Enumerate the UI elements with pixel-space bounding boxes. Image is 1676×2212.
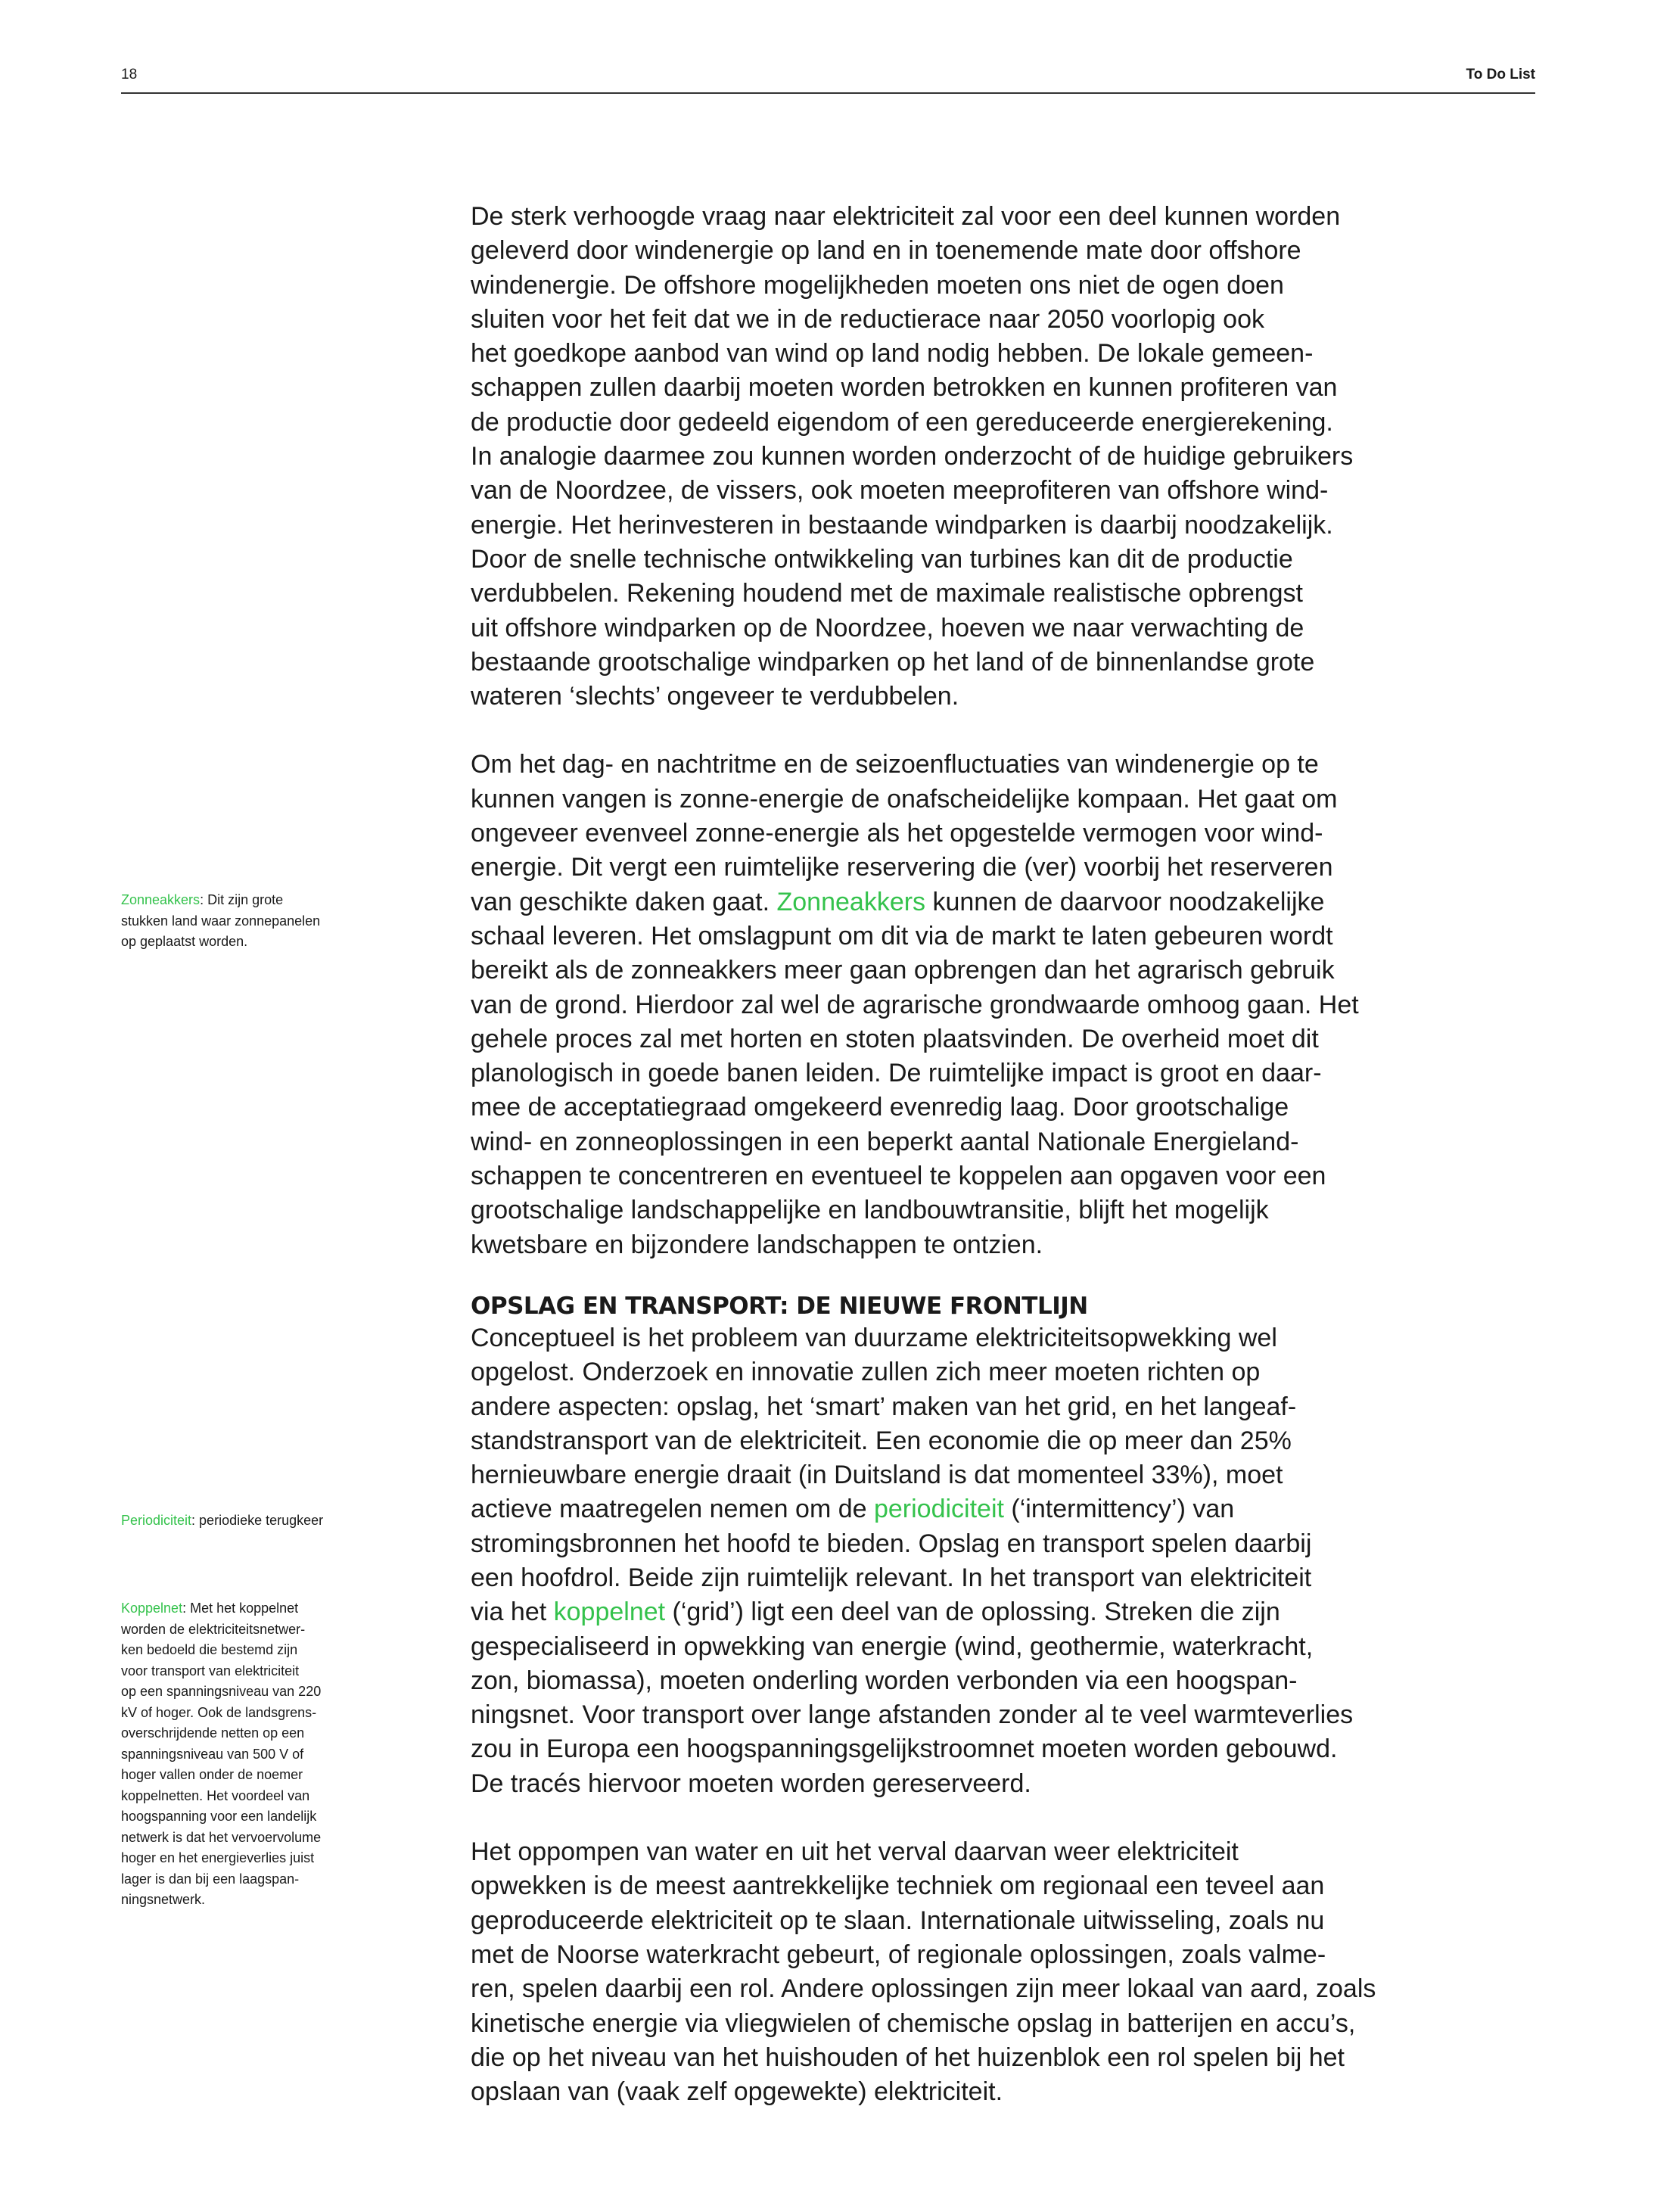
sidebar-note-koppelnet [121,1598,363,1911]
sidebar-note-line: spanningsniveau van 500 V of [121,1746,304,1762]
running-title: To Do List [1466,67,1535,82]
sidebar-note-line: stukken land waar zonnepanelen [121,913,321,929]
text-line: kwetsbare en bijzondere landschappen te ontzien. [471,1230,1043,1259]
text-line: energie. Het herinvesteren in bestaande windparken is daarbij noodzakelijk. [471,510,1333,540]
text-line: actieve maatregelen nemen om de [471,1495,874,1524]
text-line: van geschikte daken gaat. [471,887,777,916]
text-line: schappen te concentreren en eventueel te koppelen aan opgaven voor een [471,1162,1326,1191]
text-line: zon, biomassa), moeten onderling worden verbonden via een hoogspan- [471,1666,1298,1695]
sidebar-note-line: ningsnetwerk. [121,1892,206,1907]
text-line: via het [471,1598,554,1627]
sidebar-note-line: worden de elektriciteitsnetwer- [121,1621,306,1637]
text-line: van de grond. Hierdoor zal wel de agrarische grondwaarde omhoog gaan. Het [471,990,1359,1019]
text-line: kunnen vangen is zonne-energie de onafscheidelijke kompaan. Het gaat om [471,784,1338,814]
text-line: planologisch in goede banen leiden. De ruimtelijke impact is groot en daar- [471,1059,1322,1088]
text-line: wateren ‘slechts’ ongeveer te verdubbelen. [471,682,959,711]
text-line: standstransport van de elektriciteit. Een economie die op meer dan 25% [471,1426,1292,1455]
sidebar-note-line: op geplaatst worden. [121,934,248,949]
text-line: schappen zullen daarbij moeten worden betrokken en kunnen profiteren van [471,373,1338,403]
text-line: De sterk verhoogde vraag naar elektriciteit zal voor een deel kunnen worden [471,202,1341,231]
sidebar-note-line: hoger vallen onder de noemer [121,1767,303,1782]
text-line: stromingsbronnen het hoofd te bieden. Opslag en transport spelen daarbij [471,1529,1312,1558]
header-rule [121,92,1535,94]
text-line: verdubbelen. Rekening houdend met de maximale realistische opbrengst [471,579,1304,608]
text-line: geproduceerde elektriciteit op te slaan. Internationale uitwisseling, zoals nu [471,1906,1325,1935]
sidebar-note-line: lager is dan bij een laagspan- [121,1871,300,1887]
sidebar-note-line: op een spanningsniveau van 220 [121,1684,322,1699]
text-line: een hoofdrol. Beide zijn ruimtelijk relevant. In het transport van elektriciteit [471,1563,1312,1592]
text-line: sluiten voor het feit dat we in de reductierace naar 2050 voorlopig ook [471,304,1264,334]
sidebar-note-term: Periodiciteit [121,1513,192,1528]
paragraph-wind-energy [471,200,1439,714]
text-line: ren, spelen daarbij een rol. Andere oplossingen zijn meer lokaal van aard, zoals [471,1974,1376,2004]
text-line: geleverd door windenergie op land en in toenemende mate door offshore [471,236,1301,266]
text-line: (‘grid’) ligt een deel van de oplossing. Streken die zijn [665,1598,1280,1627]
main-text-column [471,200,1439,2109]
sidebar-note-line: : Met het koppelnet [182,1601,299,1616]
text-line: ningsnet. Voor transport over lange afstanden zonder al te veel warmteverlies [471,1700,1354,1730]
text-line: energie. Dit vergt een ruimtelijke reservering die (ver) voorbij het reserveren [471,853,1333,882]
term-zonneakkers: Zonneakkers [776,887,926,916]
sidebar-note-term: Zonneakkers [121,892,201,907]
text-line: opwekken is de meest aantrekkelijke techniek om regionaal een teveel aan [471,1871,1325,1901]
text-line: gehele proces zal met horten en stoten plaatsvinden. De overheid moet dit [471,1024,1319,1053]
term-periodiciteit: periodiciteit [873,1495,1004,1524]
term-koppelnet: koppelnet [553,1598,666,1627]
text-line: hernieuwbare energie draait (in Duitsland is dat momenteel 33%), moet [471,1461,1283,1490]
text-line: Om het dag- en nachtritme en de seizoenfluctuaties van windenergie op te [471,750,1319,779]
text-line: In analogie daarmee zou kunnen worden onderzocht of de huidige gebruikers [471,442,1354,471]
text-line: wind- en zonneoplossingen in een beperkt aantal Nationale Energieland- [471,1127,1299,1156]
text-line: van de Noordzee, de vissers, ook moeten meeprofiteren van offshore wind- [471,476,1329,506]
text-line: bestaande grootschalige windparken op het land of de binnenlandse grote [471,647,1315,677]
text-line: met de Noorse waterkracht gebeurt, of regionale oplossingen, zoals valme- [471,1940,1326,1969]
sidebar-note-line: : Dit zijn grote [200,892,284,907]
sidebar-note-line: ken bedoeld die bestemd zijn [121,1642,298,1657]
text-line: (‘intermittency’) van [1003,1495,1235,1524]
text-line: kunnen de daarvoor noodzakelijke [925,887,1325,916]
paragraph-storage-transport [471,1321,1439,1801]
text-line: ongeveer evenveel zonne-energie als het opgestelde vermogen voor wind- [471,819,1323,848]
sidebar-note-line: hoogspanning voor een landelijk [121,1809,317,1824]
text-line: Conceptueel is het probleem van duurzame elektriciteitsopwekking wel [471,1323,1277,1352]
text-line: Het oppompen van water en uit het verval daarvan weer elektriciteit [471,1837,1239,1867]
paragraph-pumped-storage [471,1835,1439,2109]
text-line: bereikt als de zonneakkers meer gaan opbrengen dan het agrarisch gebruik [471,956,1335,985]
sidebar-note-line: hoger en het energieverlies juist [121,1850,315,1865]
text-line: gespecialiseerd in opwekking van energie (wind, geothermie, waterkracht, [471,1632,1314,1661]
text-line: mee de acceptatiegraad omgekeerd evenredig laag. Door grootschalige [471,1093,1289,1122]
text-line: De tracés hiervoor moeten worden gereserveerd. [471,1769,1031,1798]
section-heading: OPSLAG EN TRANSPORT: DE NIEUWE FRONTLIJN [471,1292,1088,1320]
sidebar-note-line: overschrijdende netten op een [121,1725,305,1741]
text-line: het goedkope aanbod van wind op land nodig hebben. De lokale gemeen- [471,339,1314,369]
text-line: opslaan van (vaak zelf opgewekte) elektriciteit. [471,2077,1003,2107]
sidebar-note-periodiciteit [121,1510,363,1532]
paragraph-solar-energy [471,748,1439,1262]
sidebar-note-line: koppelnetten. Het voordeel van [121,1787,310,1803]
sidebar-note-line: netwerk is dat het vervoervolume [121,1829,322,1845]
text-line: de productie door gedeeld eigendom of een gereduceerde energierekening. [471,407,1333,437]
text-line: zou in Europa een hoogspanningsgelijkstroomnet moeten worden gebouwd. [471,1734,1338,1764]
text-line: die op het niveau van het huishouden of het huizenblok een rol spelen bij het [471,2042,1345,2072]
sidebar-note-line: : periodieke terugkeer [191,1513,324,1528]
sidebar-note-term: Koppelnet [121,1601,183,1616]
text-line: schaal leveren. Het omslagpunt om dit via de markt te laten gebeuren wordt [471,921,1333,950]
text-line: grootschalige landschappelijke en landbouwtransitie, blijft het mogelijk [471,1196,1269,1225]
sidebar-note-line: kV of hoger. Ook de landsgrens- [121,1704,317,1720]
text-line: windenergie. De offshore mogelijkheden moeten ons niet de ogen doen [471,270,1284,300]
text-line: Door de snelle technische ontwikkeling van turbines kan dit de productie [471,544,1293,574]
text-line: uit offshore windparken op de Noordzee, hoeven we naar verwachting de [471,613,1304,642]
text-line: andere aspecten: opslag, het ‘smart’ maken van het grid, en het langeaf- [471,1392,1297,1421]
text-line: kinetische energie via vliegwielen of chemische opslag in batterijen en accu’s, [471,2008,1356,2038]
sidebar-note-line: voor transport van elektriciteit [121,1663,300,1678]
text-line: opgelost. Onderzoek en innovatie zullen zich meer moeten richten op [471,1358,1261,1387]
sidebar-note-zonneakkers [121,890,363,953]
page-number: 18 [121,67,138,82]
